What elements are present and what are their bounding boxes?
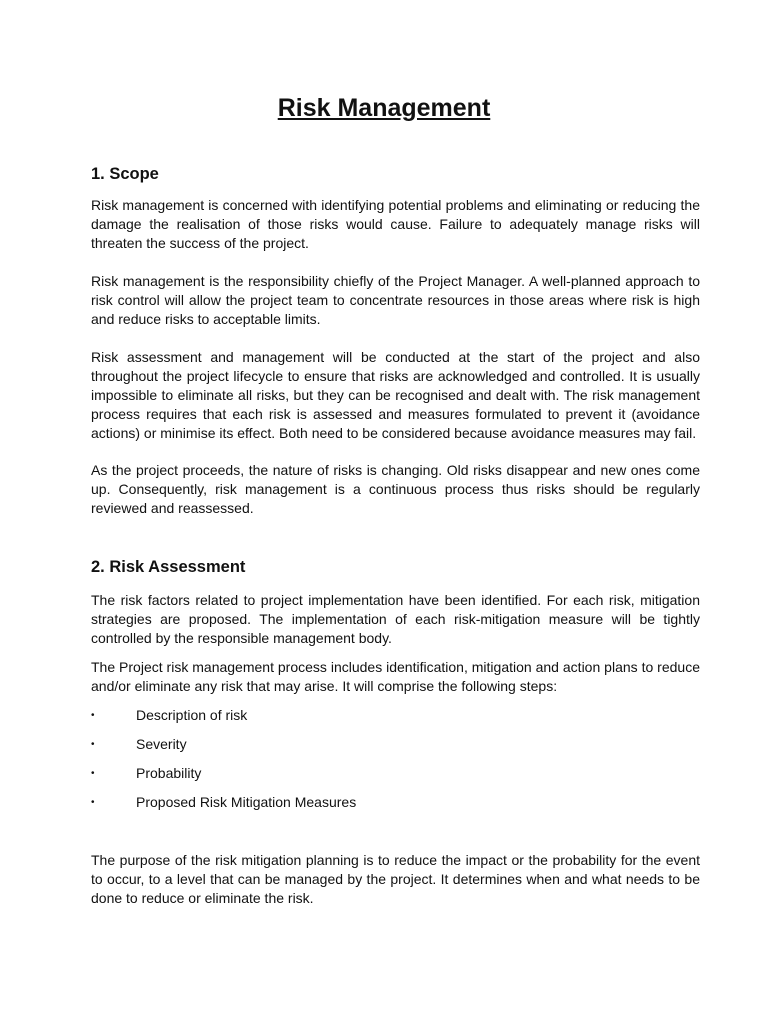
risk-steps-list (91, 706, 700, 822)
document-title: Risk Management (277, 94, 491, 122)
scope-paragraph-4: As the project proceeds, the nature of risks is changing. Old risks disappear and new ones come up. Consequently, risk management is a continuous process thus risks should be regularly reviewed and reassessed. (91, 462, 700, 516)
bullet-icon: • (91, 797, 95, 808)
section-heading-risk-assessment: 2. Risk Assessment (91, 558, 246, 576)
assessment-paragraph-3: The purpose of the risk mitigation planning is to reduce the impact or the probability for the event to occur, to a level that can be managed by the project. It determines when and what needs to be done to reduce or eliminate the risk. (91, 852, 700, 906)
bullet-icon: • (91, 710, 95, 721)
section-heading-scope: 1. Scope (91, 165, 159, 183)
assessment-paragraph-2: The Project risk management process includes identification, mitigation and action plans to reduce and/or eliminate any risk that may arise. It will comprise the following steps: (91, 659, 700, 694)
list-item (91, 735, 700, 764)
list-item-label: Proposed Risk Mitigation Measures (136, 794, 357, 810)
assessment-paragraph-1: The risk factors related to project implementation have been identified. For each risk, mitigation strategies are proposed. The implementation of each risk-mitigation measure will be tightly controlled by the responsible management body. (91, 592, 700, 646)
scope-paragraph-3: Risk assessment and management will be conducted at the start of the project and also throughout the project lifecycle to ensure that risks are acknowledged and controlled. It is usually impossible to eliminate all risks, but they can be recognised and dealt with. The risk management process requires that each risk is assessed and measures formulated to prevent it (avoidance actions) or minimise its effect. Both need to be considered because avoidance measures may fail. (91, 349, 700, 441)
list-item-label: Severity (136, 736, 187, 752)
list-item (91, 764, 700, 793)
list-item-label: Probability (136, 765, 202, 781)
bullet-icon: • (91, 739, 95, 750)
scope-paragraph-1: Risk management is concerned with identifying potential problems and eliminating or reducing the damage the realisation of those risks would cause. Failure to adequately manage risks will threaten the success of the project. (91, 197, 700, 251)
list-item-label: Description of risk (136, 707, 248, 723)
scope-paragraph-2: Risk management is the responsibility chiefly of the Project Manager. A well-planned approach to risk control will allow the project team to concentrate resources in those areas where risk is high and reduce risks to acceptable limits. (91, 273, 700, 327)
list-item (91, 706, 700, 735)
bullet-icon: • (91, 768, 95, 779)
list-item (91, 793, 700, 822)
